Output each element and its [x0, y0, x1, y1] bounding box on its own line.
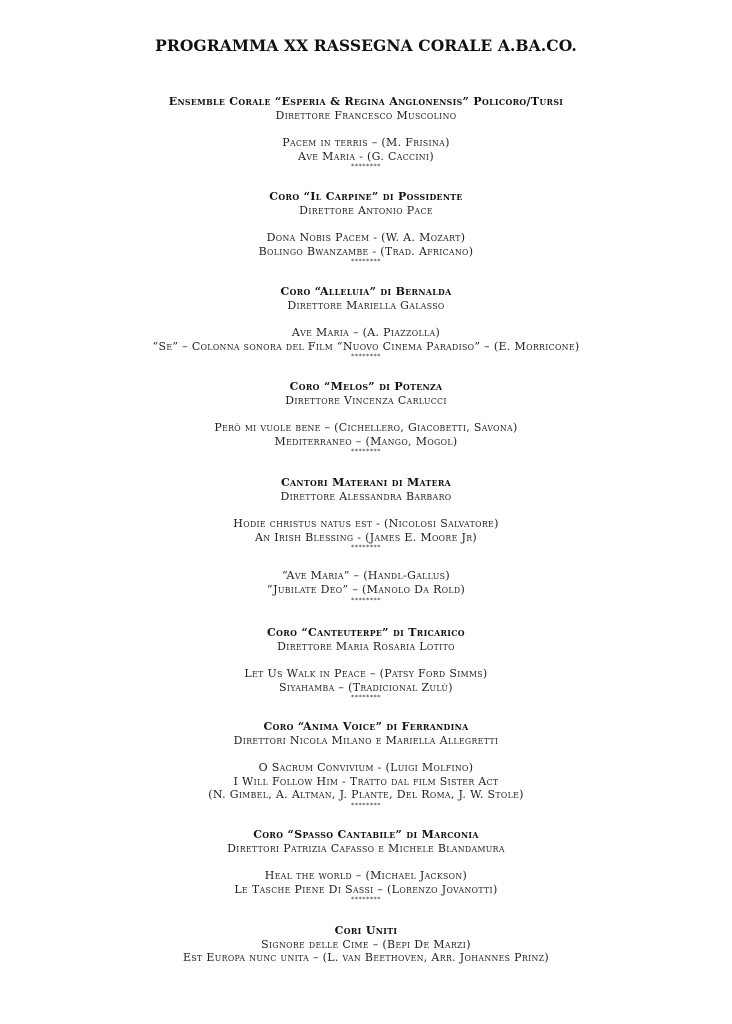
director-line: Direttori Nicola Milano e Mariella Allegretti	[233, 733, 499, 747]
choir-section	[0, 285, 732, 360]
piece-line: O Sacrum Convivium - (Luigi Molfino)	[258, 761, 474, 775]
director-line: Direttore Francesco Muscolino	[275, 108, 457, 122]
piece-line: Dona Nobis Pacem - (W. A. Mozart)	[266, 231, 466, 245]
director-line: Direttore Antonio Pace	[299, 203, 433, 217]
choir-section	[0, 828, 732, 903]
choir-name: Coro “Canteuterpe” di Tricarico	[267, 625, 465, 639]
choir-name: Coro “Il Carpine” di Possidente	[269, 189, 463, 203]
choir-section	[0, 924, 732, 965]
choir-section	[0, 626, 732, 701]
director-line: Direttore Mariella Galasso	[287, 298, 445, 312]
piece-line: “Ave Maria” – (Handl-Gallus)	[282, 569, 450, 583]
piece-line: Bolingo Bwanzambe - (Trad. Africano)	[258, 244, 474, 258]
choir-name: Coro “Alleluia” di Bernalda	[280, 284, 452, 298]
piece-line: Pacem in terris – (M. Frisina)	[282, 136, 450, 150]
director-line: Direttore Alessandra Barbaro	[280, 489, 452, 503]
piece-line: Ave Maria - (G. Caccini)	[298, 149, 434, 163]
piece-line: Signore delle Cime – (Bepi De Marzi)	[261, 937, 471, 951]
separator: ********	[351, 352, 381, 361]
piece-line: An Irish Blessing - (James E. Moore Jr)	[254, 530, 478, 544]
choir-name: Coro “Melos” di Potenza	[289, 379, 443, 393]
choir-section	[0, 476, 732, 604]
piece-line: Però mi vuole bene – (Cichellero, Giacobetti, Savona)	[214, 421, 518, 435]
choir-name: Coro “Anima Voice” di Ferrandina	[263, 719, 469, 733]
choir-section	[0, 380, 732, 455]
director-line: Direttore Maria Rosaria Lotito	[277, 639, 455, 653]
separator: ********	[351, 895, 381, 904]
choir-section	[0, 190, 732, 265]
separator: ********	[351, 447, 381, 456]
piece-line: “Jubilate Deo” – (Manolo Da Rold)	[266, 582, 466, 596]
piece-line: Mediterraneo – (Mango, Mogol)	[274, 434, 458, 448]
piece-line: Ave Maria – (A. Piazzolla)	[291, 326, 441, 340]
piece-line: Le Tasche Piene Di Sassi – (Lorenzo Jovanotti)	[234, 882, 498, 896]
piece-line: Siyahamba – (Tradicional Zulù)	[279, 680, 453, 694]
piece-line: Est Europa nunc unita – (L. van Beethoven, Arr. Johannes Prinz)	[182, 951, 550, 965]
piece-line: (N. Gimbel, A. Altman, J. Plante, Del Roma, J. W. Stole)	[208, 788, 524, 802]
separator: ********	[351, 543, 381, 552]
director-line: Direttore Vincenza Carlucci	[285, 393, 447, 407]
choir-section	[0, 95, 732, 170]
choir-name: Cori Uniti	[334, 923, 398, 937]
choir-name: Ensemble Corale “Esperia & Regina Anglonensis” Policoro/Tursi	[168, 94, 564, 108]
piece-line: Hodie christus natus est - (Nicolosi Salvatore)	[233, 517, 499, 531]
choir-section	[0, 720, 732, 809]
piece-line: Heal the world – (Michael Jackson)	[264, 869, 468, 883]
piece-line: Let Us Walk in Peace – (Patsy Ford Simms)	[244, 667, 488, 681]
separator: ********	[351, 595, 381, 604]
separator: ********	[351, 693, 381, 702]
choir-name: Coro “Spasso Cantabile” di Marconia	[253, 827, 479, 841]
separator: ********	[351, 800, 381, 809]
director-line: Direttori Patrizia Cafasso e Michele Blandamura	[227, 841, 505, 855]
separator: ********	[351, 257, 381, 266]
separator: ********	[351, 162, 381, 171]
piece-line: I Will Follow Him - Tratto dal film Sister Act	[233, 774, 499, 788]
choir-name: Cantori Materani di Matera	[280, 475, 452, 489]
page-title: PROGRAMMA XX RASSEGNA CORALE A.BA.CO.	[155, 36, 577, 55]
piece-line: “Se” – Colonna sonora del Film “Nuovo Cinema Paradiso” – (E. Morricone)	[152, 339, 580, 353]
